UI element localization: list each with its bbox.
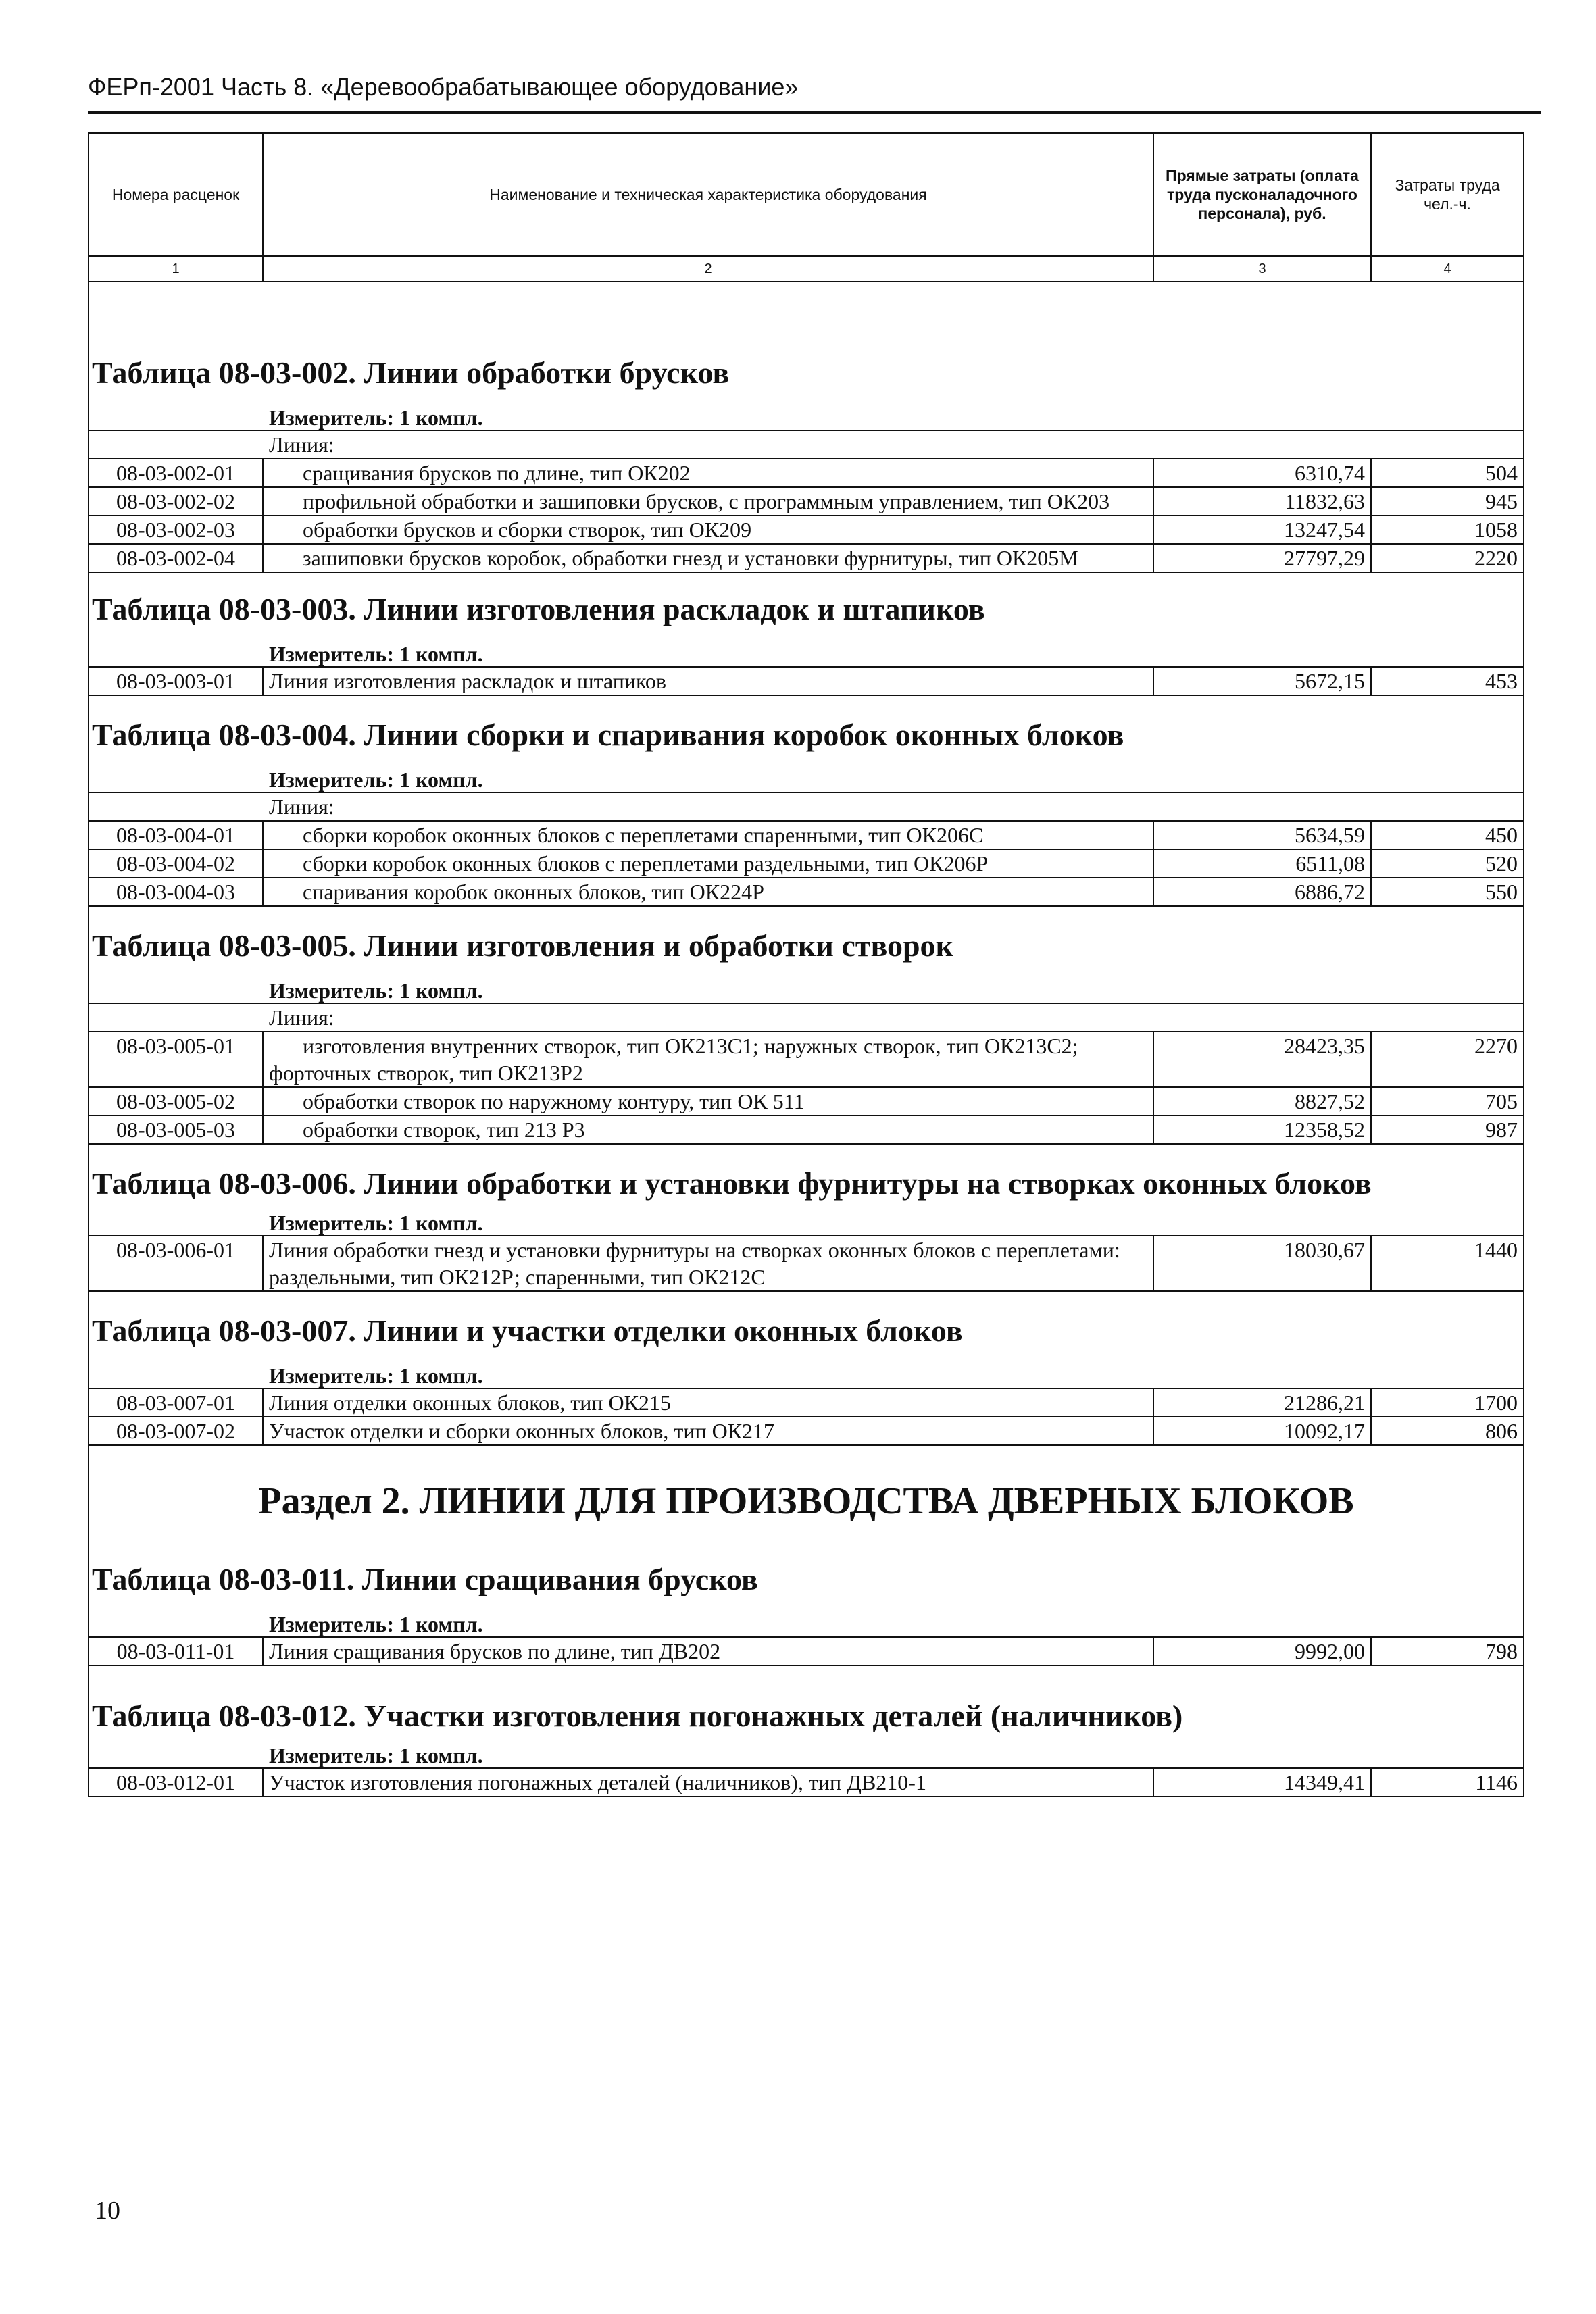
rate-code: 08-03-005-01	[89, 1032, 263, 1087]
rate-code: 08-03-011-01	[89, 1637, 263, 1665]
direct-cost: 6886,72	[1153, 878, 1371, 906]
unit-label: Измеритель: 1 компл.	[89, 627, 1524, 667]
direct-cost: 6310,74	[1153, 459, 1371, 487]
rate-code: 08-03-005-03	[89, 1115, 263, 1144]
direct-cost: 12358,52	[1153, 1115, 1371, 1144]
line-label: Линия:	[89, 793, 1524, 821]
rate-code: 08-03-003-01	[89, 667, 263, 695]
table-title: Таблица 08-03-004. Линии сборки и спаривания коробок оконных блоков	[89, 695, 1524, 753]
direct-cost: 5634,59	[1153, 821, 1371, 849]
rate-code: 08-03-004-02	[89, 849, 263, 878]
column-number: 1	[89, 256, 263, 282]
column-header-codes: Номера расценок	[89, 133, 263, 256]
equipment-name: профильной обработки и зашиповки брусков, с программным управлением, тип ОК203	[263, 487, 1153, 515]
rate-code: 08-03-002-03	[89, 515, 263, 544]
rate-code: 08-03-006-01	[89, 1236, 263, 1291]
labor-cost: 1440	[1371, 1236, 1524, 1291]
table-row	[89, 1388, 1524, 1417]
table-row	[89, 544, 1524, 572]
table-row	[89, 667, 1524, 695]
rate-code: 08-03-002-02	[89, 487, 263, 515]
rate-code: 08-03-007-02	[89, 1417, 263, 1445]
table-row	[89, 1032, 1524, 1087]
equipment-name: Участок отделки и сборки оконных блоков, тип ОК217	[263, 1417, 1153, 1445]
rate-code: 08-03-004-01	[89, 821, 263, 849]
direct-cost: 21286,21	[1153, 1388, 1371, 1417]
header-rule	[88, 111, 1541, 114]
spacer	[89, 282, 1524, 350]
labor-cost: 1146	[1371, 1768, 1524, 1796]
table-title: Таблица 08-03-003. Линии изготовления раскладок и штапиков	[89, 572, 1524, 627]
rate-code: 08-03-005-02	[89, 1087, 263, 1115]
labor-cost: 450	[1371, 821, 1524, 849]
equipment-name: Линия отделки оконных блоков, тип ОК215	[263, 1388, 1153, 1417]
table-row	[89, 1768, 1524, 1796]
direct-cost: 9992,00	[1153, 1637, 1371, 1665]
direct-cost: 6511,08	[1153, 849, 1371, 878]
table-title: Таблица 08-03-012. Участки изготовления погонажных деталей (наличников)	[89, 1665, 1524, 1734]
equipment-name: сращивания брусков по длине, тип ОК202	[263, 459, 1153, 487]
unit-label: Измеритель: 1 компл.	[89, 963, 1524, 1003]
direct-cost: 5672,15	[1153, 667, 1371, 695]
unit-label: Измеритель: 1 компл.	[89, 391, 1524, 430]
labor-cost: 945	[1371, 487, 1524, 515]
table-row	[89, 1115, 1524, 1144]
labor-cost: 2220	[1371, 544, 1524, 572]
table-row	[89, 487, 1524, 515]
labor-cost: 1700	[1371, 1388, 1524, 1417]
table-row	[89, 1087, 1524, 1115]
table-row	[89, 821, 1524, 849]
line-label: Линия:	[89, 1003, 1524, 1032]
page-header: ФЕРп-2001 Часть 8. «Деревообрабатывающее оборудование»	[88, 73, 799, 101]
direct-cost: 14349,41	[1153, 1768, 1371, 1796]
equipment-name: Линия изготовления раскладок и штапиков	[263, 667, 1153, 695]
equipment-name: Линия сращивания брусков по длине, тип ДВ202	[263, 1637, 1153, 1665]
equipment-name: обработки брусков и сборки створок, тип ОК209	[263, 515, 1153, 544]
labor-cost: 798	[1371, 1637, 1524, 1665]
table-row	[89, 849, 1524, 878]
equipment-name: сборки коробок оконных блоков с переплетами раздельными, тип ОК206Р	[263, 849, 1153, 878]
equipment-name: зашиповки брусков коробок, обработки гнезд и установки фурнитуры, тип ОК205М	[263, 544, 1153, 572]
equipment-name: сборки коробок оконных блоков с переплетами спаренными, тип ОК206С	[263, 821, 1153, 849]
equipment-name: изготовления внутренних створок, тип ОК213С1; наружных створок, тип ОК213С2; форточных створок, тип ОК213Р2	[263, 1032, 1153, 1087]
equipment-name: спаривания коробок оконных блоков, тип ОК224Р	[263, 878, 1153, 906]
column-header-labor: Затраты труда чел.-ч.	[1371, 133, 1524, 256]
labor-cost: 453	[1371, 667, 1524, 695]
rate-code: 08-03-002-04	[89, 544, 263, 572]
unit-label: Измеритель: 1 компл.	[89, 1201, 1524, 1236]
direct-cost: 27797,29	[1153, 544, 1371, 572]
equipment-name: Участок изготовления погонажных деталей (наличников), тип ДВ210-1	[263, 1768, 1153, 1796]
labor-cost: 705	[1371, 1087, 1524, 1115]
direct-cost: 13247,54	[1153, 515, 1371, 544]
labor-cost: 2270	[1371, 1032, 1524, 1087]
labor-cost: 987	[1371, 1115, 1524, 1144]
direct-cost: 8827,52	[1153, 1087, 1371, 1115]
labor-cost: 520	[1371, 849, 1524, 878]
direct-cost: 18030,67	[1153, 1236, 1371, 1291]
table-row	[89, 1236, 1524, 1291]
labor-cost: 806	[1371, 1417, 1524, 1445]
table-title: Таблица 08-03-006. Линии обработки и установки фурнитуры на створках оконных блоков	[89, 1144, 1524, 1201]
line-label: Линия:	[89, 430, 1524, 459]
column-header-row	[89, 133, 1524, 256]
table-row	[89, 1417, 1524, 1445]
rate-code: 08-03-004-03	[89, 878, 263, 906]
section-title: Раздел 2. ЛИНИИ ДЛЯ ПРОИЗВОДСТВА ДВЕРНЫХ БЛОКОВ	[89, 1445, 1524, 1523]
labor-cost: 550	[1371, 878, 1524, 906]
table-title: Таблица 08-03-002. Линии обработки брусков	[89, 350, 1524, 391]
direct-cost: 10092,17	[1153, 1417, 1371, 1445]
table-row	[89, 515, 1524, 544]
labor-cost: 504	[1371, 459, 1524, 487]
table-row	[89, 878, 1524, 906]
table-title: Таблица 08-03-011. Линии сращивания брусков	[89, 1523, 1524, 1597]
rate-code: 08-03-002-01	[89, 459, 263, 487]
table-title: Таблица 08-03-005. Линии изготовления и обработки створок	[89, 906, 1524, 963]
column-number: 2	[263, 256, 1153, 282]
equipment-name: обработки створок по наружному контуру, тип ОК 511	[263, 1087, 1153, 1115]
unit-label: Измеритель: 1 компл.	[89, 1734, 1524, 1768]
price-table	[88, 132, 1524, 1797]
direct-cost: 11832,63	[1153, 487, 1371, 515]
unit-label: Измеритель: 1 компл.	[89, 1349, 1524, 1388]
table-row	[89, 1637, 1524, 1665]
column-number-row	[89, 256, 1524, 282]
table-row	[89, 459, 1524, 487]
column-number: 4	[1371, 256, 1524, 282]
equipment-name: Линия обработки гнезд и установки фурнитуры на створках оконных блоков с переплетами: раздельными, тип ОК212Р; спаренными, тип ОК212С	[263, 1236, 1153, 1291]
column-header-direct-cost: Прямые затраты (оплата труда пусконаладочного персонала), руб.	[1153, 133, 1371, 256]
direct-cost: 28423,35	[1153, 1032, 1371, 1087]
table-title: Таблица 08-03-007. Линии и участки отделки оконных блоков	[89, 1291, 1524, 1349]
unit-label: Измеритель: 1 компл.	[89, 1597, 1524, 1637]
equipment-name: обработки створок, тип 213 Р3	[263, 1115, 1153, 1144]
column-header-name: Наименование и техническая характеристика оборудования	[263, 133, 1153, 256]
rate-code: 08-03-007-01	[89, 1388, 263, 1417]
unit-label: Измеритель: 1 компл.	[89, 753, 1524, 793]
labor-cost: 1058	[1371, 515, 1524, 544]
column-number: 3	[1153, 256, 1371, 282]
page-number: 10	[95, 2196, 120, 2225]
price-table-sheet	[88, 132, 1523, 1797]
rate-code: 08-03-012-01	[89, 1768, 263, 1796]
